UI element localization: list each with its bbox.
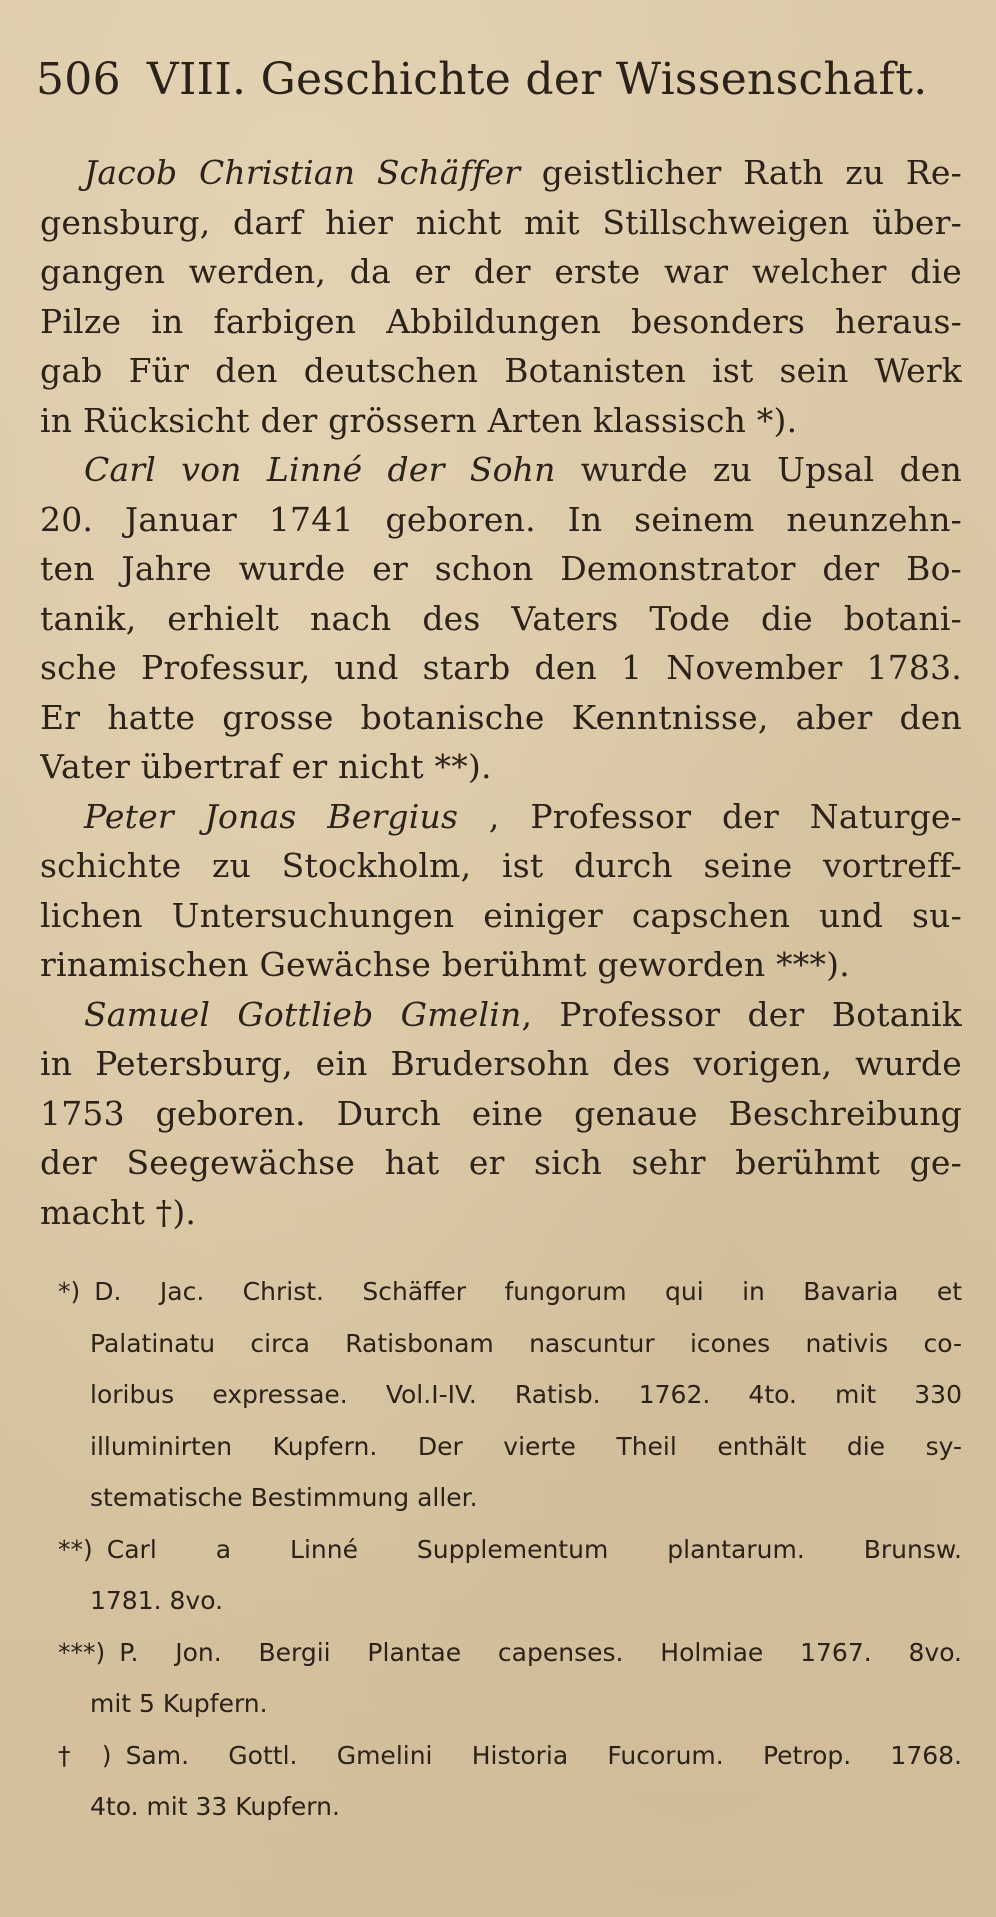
person-name: Peter Jonas Bergius	[84, 796, 459, 836]
text-line: in Petersburg, ein Brudersohn des vorigen, wurde	[40, 1044, 962, 1083]
footnote-line: stematische Bestimmung aller.	[90, 1483, 478, 1512]
text-line: gensburg, darf hier nicht mit Stillschweigen über-	[40, 202, 962, 242]
text-line: Er hatte grosse botanische Kenntnisse, aber den	[40, 697, 962, 737]
text-line: Vater übertraf er nicht **).	[40, 747, 492, 786]
text-line: Pilze in farbigen Abbildungen besonders heraus-	[40, 301, 962, 341]
person-name: Carl von Linné der Sohn	[84, 450, 556, 489]
paragraph-gmelin-line: Samuel Gottlieb Gmelin, Professor der Botanik	[84, 994, 962, 1034]
footnote-line: 4to. mit 33 Kupfern.	[90, 1792, 340, 1821]
text-line: gangen werden, da er der erste war welcher die	[40, 252, 962, 291]
paragraph-linne-line: Carl von Linné der Sohn wurde zu Upsal den	[84, 450, 962, 489]
text-line: sche Professur, und starb den 1 November 1783.	[40, 648, 962, 687]
text-line: schichte zu Stockholm, ist durch seine vortreff-	[40, 846, 962, 885]
footnote-line: illuminirten Kupfern. Der vierte Theil enthält die sy-	[90, 1431, 962, 1461]
footnote-mark: **)	[58, 1534, 93, 1564]
page-number: 506	[36, 54, 121, 105]
footnote-line: mit 5 Kupfern.	[90, 1689, 268, 1718]
footnote-line: Palatinatu circa Ratisbonam nascuntur icones nativis co-	[90, 1328, 962, 1358]
text-line: der Seegewächse hat er sich sehr berühmt ge-	[40, 1143, 962, 1182]
text-line: 20. Januar 1741 geboren. In seinem neunzehn-	[40, 499, 962, 539]
paragraph-schaeffer-line: Jacob Christian Schäffer geistlicher Rath zu Re-	[84, 153, 962, 192]
footnote-mark: ***)	[58, 1637, 106, 1667]
running-header	[36, 52, 936, 108]
footnote-line: †) Sam. Gottl. Gmelini Historia Fucorum. Petrop. 1768.	[58, 1740, 962, 1770]
footnote-line: 1781. 8vo.	[90, 1586, 224, 1615]
footnote-mark: *)	[58, 1277, 81, 1306]
text-line: in Rücksicht der grössern Arten klassisch *).	[40, 400, 798, 440]
footnotes	[40, 1266, 962, 1833]
footnote-mark: †)	[58, 1740, 112, 1770]
person-name: Samuel Gottlieb Gmelin	[84, 994, 522, 1034]
text-line: rinamischen Gewächse berühmt geworden ***).	[40, 945, 850, 984]
paragraph-bergius-line: Peter Jonas Bergius , Professor der Naturge-	[84, 796, 962, 836]
footnote-line: **) Carl a Linné Supplementum plantarum. Brunsw.	[58, 1534, 962, 1564]
text-line: gab Für den deutschen Botanisten ist sein Werk	[40, 351, 962, 390]
text-line: macht †).	[40, 1192, 197, 1232]
main-text	[40, 148, 962, 1237]
footnote-line: loribus expressae. Vol.I-IV. Ratisb. 1762. 4to. mit 330	[90, 1380, 962, 1409]
text-line: ten Jahre wurde er schon Demonstrator der Bo-	[40, 549, 962, 588]
text-line: tanik, erhielt nach des Vaters Tode die botani-	[40, 598, 962, 638]
footnote-line: *) D. Jac. Christ. Schäffer fungorum qui in Bavaria et	[58, 1277, 962, 1306]
text-line: 1753 geboren. Durch eine genaue Beschreibung	[40, 1093, 962, 1133]
text-line: lichen Untersuchungen einiger capschen und su-	[40, 895, 962, 935]
footnote-line: ***) P. Jon. Bergii Plantae capenses. Holmiae 1767. 8vo.	[58, 1637, 962, 1667]
person-name: Jacob Christian Schäffer	[84, 153, 521, 192]
header-title: VIII. Geschichte der Wissenschaft.	[146, 54, 928, 105]
